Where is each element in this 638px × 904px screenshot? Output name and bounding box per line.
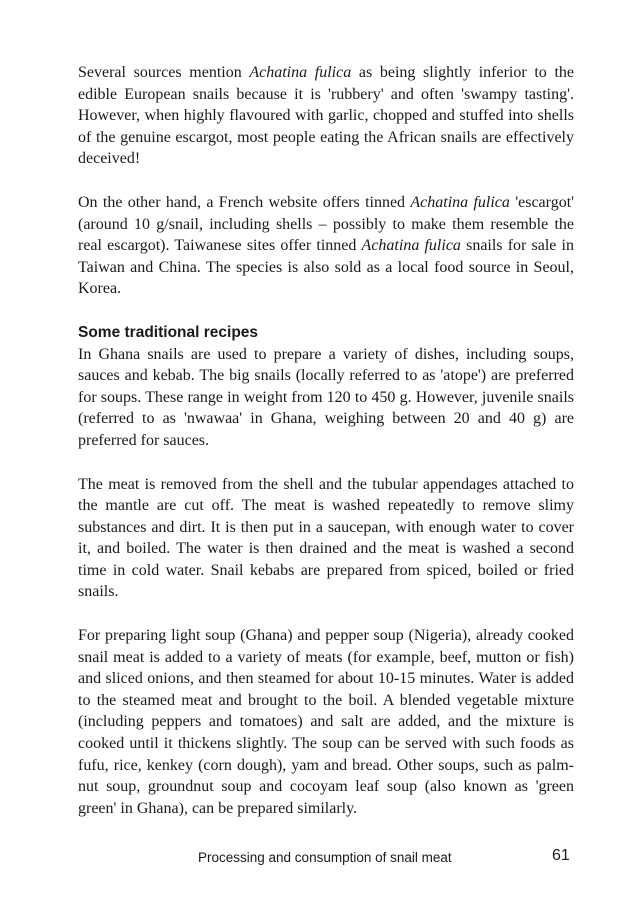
- paragraph-soup-recipes: For preparing light soup (Ghana) and pepper soup (Nigeria), already cooked snail meat is added to a variety of meats (for example, beef, mutton or fish) and sliced onions, and then steamed for about 10-15 minutes. Water is added to the steamed meat and brought to the boil. A blended vegetable mixture (including peppers and tomatoes) and salt are added, and the mixture is cooked until it thickens slightly. The soup can be served with such foods as fufu, rice, kenkey (corn dough), yam and bread. Other soups, such as palm-nut soup, groundnut soup and cocoyam leaf soup (also known as 'green green' in Ghana), can be prepared similarly.: [78, 627, 574, 817]
- species-name: Achatina fulica: [361, 237, 461, 255]
- page-number: 61: [552, 847, 570, 864]
- paragraph-ghana-dishes: In Ghana snails are used to prepare a variety of dishes, including soups, sauces and kebab. The big snails (locally referred to as 'atope') are preferred for soups. These range in weight from 120 to 450 g. However, juvenile snails (referred to as 'nwawaa' in Ghana, weighing between 20 and 40 g) are preferred for sauces.: [78, 345, 574, 449]
- section-heading: Some traditional recipes: [78, 323, 259, 341]
- running-footer-title: Processing and consumption of snail meat: [198, 850, 452, 865]
- paragraph-meat-preparation: The meat is removed from the shell and the tubular appendages attached to the mantle are cut off. The meat is washed repeatedly to remove slimy substances and dirt. It is then put in a saucepan, with enough water to cover it, and boiled. The water is then drained and the meat is washed a second time in cold water. Snail kebabs are prepared from spiced, boiled or fried snails.: [78, 475, 574, 601]
- species-name: Achatina fulica: [249, 64, 352, 81]
- paragraph-escargot-comparison: [78, 62, 574, 170]
- paragraph-text: 'escargot' (around 10 g/snail, including shells – possibly to make them resemble the real escargot). Taiwanese sites offer tinned: [78, 193, 575, 255]
- species-name: Achatina fulica: [410, 193, 510, 211]
- paragraph-text: snails for sale in Taiwan and China. The species is also sold as a local food source in Seoul, Korea.: [78, 237, 575, 298]
- paragraph-text: as being slightly inferior to the edible European snails because it is 'rubbery' and often 'swampy tasting'. However, when highly flavoured with garlic, chopped and stuffed into shells of the genuine escargot, most people eating the African snails are effectively deceived!: [78, 64, 574, 168]
- page-footer: [0, 846, 638, 870]
- paragraph-tinned-snails: [78, 192, 574, 300]
- body-text: [78, 62, 574, 841]
- paragraph-text: On the other hand, a French website offers tinned: [78, 193, 411, 211]
- paragraph-text: Several sources mention: [78, 64, 250, 81]
